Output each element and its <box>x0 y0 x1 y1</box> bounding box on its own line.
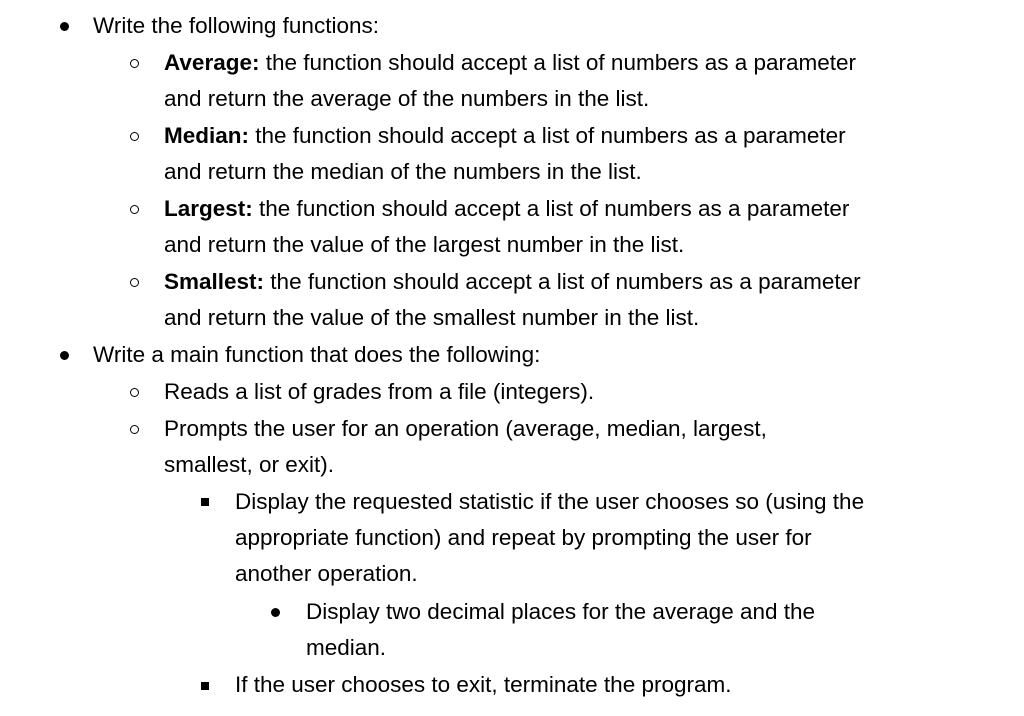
display-statistic-continued-2: another operation. <box>235 561 418 586</box>
bullet-square-icon <box>201 498 209 506</box>
prompt-operation-continued: smallest, or exit). <box>164 452 335 477</box>
list-item-smallest <box>164 264 861 300</box>
list-item-main-function: Write a main function that does the following: <box>93 342 541 367</box>
list-item-write-functions: Write the following functions: <box>93 13 379 38</box>
term-median: Median: <box>164 123 250 148</box>
term-largest: Largest: <box>164 196 253 221</box>
list-item-average <box>164 45 856 81</box>
smallest-description-continued: and return the value of the smallest number in the list. <box>164 305 700 330</box>
decimal-places-continued: median. <box>306 635 387 660</box>
bullet-circle-icon <box>130 388 139 397</box>
list-item-prompt-operation: Prompts the user for an operation (average, median, largest, <box>164 416 767 441</box>
bullet-disc-icon <box>271 608 280 617</box>
bullet-circle-icon <box>130 205 139 214</box>
median-description-continued: and return the median of the numbers in the list. <box>164 159 642 184</box>
largest-description-continued: and return the value of the largest number in the list. <box>164 232 685 257</box>
list-item-decimal-places: Display two decimal places for the average and the <box>306 599 816 624</box>
bullet-circle-icon <box>130 132 139 141</box>
largest-description: the function should accept a list of numbers as a parameter <box>252 196 850 221</box>
list-item-largest <box>164 191 849 227</box>
term-smallest: Smallest: <box>164 269 265 294</box>
bullet-square-icon <box>201 682 209 690</box>
smallest-description: the function should accept a list of numbers as a parameter <box>264 269 861 294</box>
list-item-read-grades: Reads a list of grades from a file (integers). <box>164 379 595 404</box>
list-item-display-statistic: Display the requested statistic if the user chooses so (using the <box>235 489 865 514</box>
bullet-disc-icon <box>60 22 69 31</box>
list-item-median <box>164 118 846 154</box>
bullet-circle-icon <box>130 425 139 434</box>
bullet-circle-icon <box>130 59 139 68</box>
average-description-continued: and return the average of the numbers in the list. <box>164 86 650 111</box>
average-description: the function should accept a list of numbers as a parameter <box>259 50 857 75</box>
display-statistic-continued: appropriate function) and repeat by prompting the user for <box>235 525 812 550</box>
bullet-disc-icon <box>60 351 69 360</box>
term-average: Average: <box>164 50 260 75</box>
list-item-exit: If the user chooses to exit, terminate the program. <box>235 672 732 697</box>
bullet-circle-icon <box>130 278 139 287</box>
median-description: the function should accept a list of numbers as a parameter <box>249 123 846 148</box>
